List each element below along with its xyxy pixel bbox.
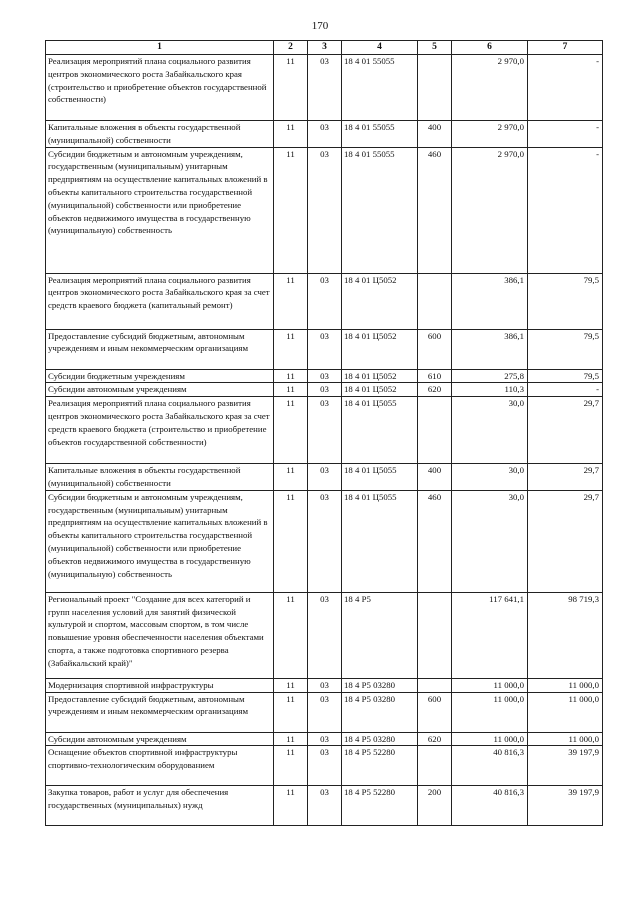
cell-csr: 18 4 P5 52280 (342, 746, 418, 786)
cell-pr: 03 (308, 329, 342, 369)
cell-vr (418, 746, 452, 786)
cell-pr: 03 (308, 746, 342, 786)
cell-pr: 03 (308, 786, 342, 826)
cell-vr: 400 (418, 464, 452, 491)
cell-rz: 11 (274, 329, 308, 369)
cell-sum1: 2 970,0 (452, 121, 528, 148)
cell-vr (418, 678, 452, 692)
column-header: 4 (342, 41, 418, 55)
cell-csr: 18 4 01 Ц5055 (342, 397, 418, 464)
cell-sum1: 11 000,0 (452, 678, 528, 692)
cell-rz: 11 (274, 490, 308, 592)
column-header: 2 (274, 41, 308, 55)
table-row (46, 147, 603, 273)
cell-name: Предоставление субсидий бюджетным, автономным учреждениям и иным некоммерческим организациям (46, 692, 274, 732)
column-header: 1 (46, 41, 274, 55)
budget-table (45, 40, 603, 826)
table-row (46, 383, 603, 397)
cell-sum2: 11 000,0 (528, 732, 603, 746)
cell-csr: 18 4 01 55055 (342, 121, 418, 148)
cell-csr: 18 4 01 Ц5052 (342, 383, 418, 397)
cell-sum1: 2 970,0 (452, 55, 528, 121)
cell-sum1: 40 816,3 (452, 746, 528, 786)
table-row (46, 692, 603, 732)
cell-sum1: 30,0 (452, 397, 528, 464)
cell-pr: 03 (308, 732, 342, 746)
cell-rz: 11 (274, 273, 308, 329)
table-row (46, 490, 603, 592)
cell-rz: 11 (274, 464, 308, 491)
cell-sum1: 117 641,1 (452, 592, 528, 678)
cell-sum1: 11 000,0 (452, 692, 528, 732)
cell-pr: 03 (308, 692, 342, 732)
cell-rz: 11 (274, 746, 308, 786)
cell-pr: 03 (308, 397, 342, 464)
column-header: 6 (452, 41, 528, 55)
cell-pr: 03 (308, 592, 342, 678)
table-row (46, 55, 603, 121)
cell-csr: 18 4 01 Ц5052 (342, 329, 418, 369)
cell-name: Субсидии бюджетным и автономным учреждениям, государственным (муниципальным) унитарным предприятиям на осуществление капитальных вложений в объекты капитального строительства государственной (муниципальной) собственности или приобретение объектов недвижимого имущества в государственную (муниципальную) собственность (46, 490, 274, 592)
cell-sum2: 29,7 (528, 490, 603, 592)
table-row (46, 746, 603, 786)
cell-vr (418, 592, 452, 678)
cell-vr: 620 (418, 383, 452, 397)
cell-rz: 11 (274, 692, 308, 732)
cell-vr: 600 (418, 692, 452, 732)
column-header: 5 (418, 41, 452, 55)
table-row (46, 732, 603, 746)
cell-vr: 610 (418, 369, 452, 383)
cell-sum1: 2 970,0 (452, 147, 528, 273)
table-row (46, 273, 603, 329)
cell-csr: 18 4 P5 (342, 592, 418, 678)
cell-vr (418, 55, 452, 121)
cell-vr: 620 (418, 732, 452, 746)
cell-name: Оснащение объектов спортивной инфраструктуры спортивно-технологическим оборудованием (46, 746, 274, 786)
cell-vr: 460 (418, 147, 452, 273)
cell-sum2: 39 197,9 (528, 746, 603, 786)
cell-csr: 18 4 01 Ц5055 (342, 490, 418, 592)
table-row (46, 678, 603, 692)
cell-pr: 03 (308, 678, 342, 692)
column-header: 3 (308, 41, 342, 55)
table-row (46, 464, 603, 491)
cell-vr (418, 273, 452, 329)
cell-sum2: 11 000,0 (528, 692, 603, 732)
cell-sum2: 29,7 (528, 397, 603, 464)
cell-vr: 200 (418, 786, 452, 826)
cell-name: Модернизация спортивной инфраструктуры (46, 678, 274, 692)
cell-csr: 18 4 P5 03280 (342, 732, 418, 746)
cell-pr: 03 (308, 369, 342, 383)
cell-name: Субсидии автономным учреждениям (46, 732, 274, 746)
cell-name: Реализация мероприятий плана социального развития центров экономического роста Забайкальского края (строительство и приобретение объектов государственной собственности) (46, 55, 274, 121)
table-row (46, 592, 603, 678)
cell-name: Субсидии автономным учреждениям (46, 383, 274, 397)
cell-sum2: 39 197,9 (528, 786, 603, 826)
cell-sum1: 30,0 (452, 490, 528, 592)
cell-sum1: 275,8 (452, 369, 528, 383)
column-header: 7 (528, 41, 603, 55)
cell-sum2: 98 719,3 (528, 592, 603, 678)
cell-rz: 11 (274, 786, 308, 826)
table-row (46, 786, 603, 826)
table-row (46, 397, 603, 464)
cell-sum2: 79,5 (528, 329, 603, 369)
cell-csr: 18 4 01 55055 (342, 147, 418, 273)
cell-name: Реализация мероприятий плана социального развития центров экономического роста Забайкальского края за счет средств краевого бюджета (строительство и приобретение объектов государственной собственности) (46, 397, 274, 464)
cell-vr (418, 397, 452, 464)
cell-pr: 03 (308, 490, 342, 592)
cell-sum2: - (528, 383, 603, 397)
cell-pr: 03 (308, 121, 342, 148)
cell-csr: 18 4 01 Ц5052 (342, 369, 418, 383)
cell-rz: 11 (274, 383, 308, 397)
cell-sum2: - (528, 147, 603, 273)
cell-csr: 18 4 01 Ц5052 (342, 273, 418, 329)
cell-pr: 03 (308, 273, 342, 329)
cell-rz: 11 (274, 592, 308, 678)
cell-csr: 18 4 P5 03280 (342, 692, 418, 732)
table-row (46, 329, 603, 369)
cell-name: Субсидии бюджетным и автономным учреждениям, государственным (муниципальным) унитарным предприятиям на осуществление капитальных вложений в объекты капитального строительства государственной (муниципальной) собственности или приобретение объектов недвижимого имущества в государственную (муниципальную) собственность (46, 147, 274, 273)
cell-name: Капитальные вложения в объекты государственной (муниципальной) собственности (46, 464, 274, 491)
cell-csr: 18 4 P5 52280 (342, 786, 418, 826)
cell-sum1: 11 000,0 (452, 732, 528, 746)
cell-sum1: 386,1 (452, 329, 528, 369)
cell-name: Закупка товаров, работ и услуг для обеспечения государственных (муниципальных) нужд (46, 786, 274, 826)
cell-name: Региональный проект "Создание для всех категорий и групп населения условий для занятий физической культурой и спортом, массовым спортом, в том числе повышение уровня обеспеченности населения объектами спорта, а также подготовка спортивного резерва (Забайкальский край)" (46, 592, 274, 678)
cell-rz: 11 (274, 55, 308, 121)
cell-rz: 11 (274, 678, 308, 692)
cell-pr: 03 (308, 55, 342, 121)
cell-rz: 11 (274, 369, 308, 383)
cell-vr: 600 (418, 329, 452, 369)
cell-rz: 11 (274, 732, 308, 746)
cell-csr: 18 4 01 Ц5055 (342, 464, 418, 491)
table-header-row (46, 41, 603, 55)
table-row (46, 121, 603, 148)
cell-vr: 400 (418, 121, 452, 148)
cell-rz: 11 (274, 121, 308, 148)
cell-rz: 11 (274, 147, 308, 273)
cell-csr: 18 4 01 55055 (342, 55, 418, 121)
cell-vr: 460 (418, 490, 452, 592)
cell-name: Капитальные вложения в объекты государственной (муниципальной) собственности (46, 121, 274, 148)
cell-name: Субсидии бюджетным учреждениям (46, 369, 274, 383)
cell-name: Реализация мероприятий плана социального развития центров экономического роста Забайкальского края за счет средств краевого бюджета (капитальный ремонт) (46, 273, 274, 329)
cell-pr: 03 (308, 464, 342, 491)
cell-rz: 11 (274, 397, 308, 464)
cell-sum2: - (528, 121, 603, 148)
cell-sum2: 11 000,0 (528, 678, 603, 692)
page-number: 170 (311, 20, 329, 32)
cell-csr: 18 4 P5 03280 (342, 678, 418, 692)
cell-sum1: 40 816,3 (452, 786, 528, 826)
table-row (46, 369, 603, 383)
cell-sum1: 110,3 (452, 383, 528, 397)
cell-sum2: 79,5 (528, 369, 603, 383)
cell-sum2: 79,5 (528, 273, 603, 329)
cell-sum1: 386,1 (452, 273, 528, 329)
cell-sum2: - (528, 55, 603, 121)
cell-name: Предоставление субсидий бюджетным, автономным учреждениям и иным некоммерческим организациям (46, 329, 274, 369)
cell-sum2: 29,7 (528, 464, 603, 491)
cell-pr: 03 (308, 383, 342, 397)
cell-sum1: 30,0 (452, 464, 528, 491)
cell-pr: 03 (308, 147, 342, 273)
table-body (46, 55, 603, 826)
